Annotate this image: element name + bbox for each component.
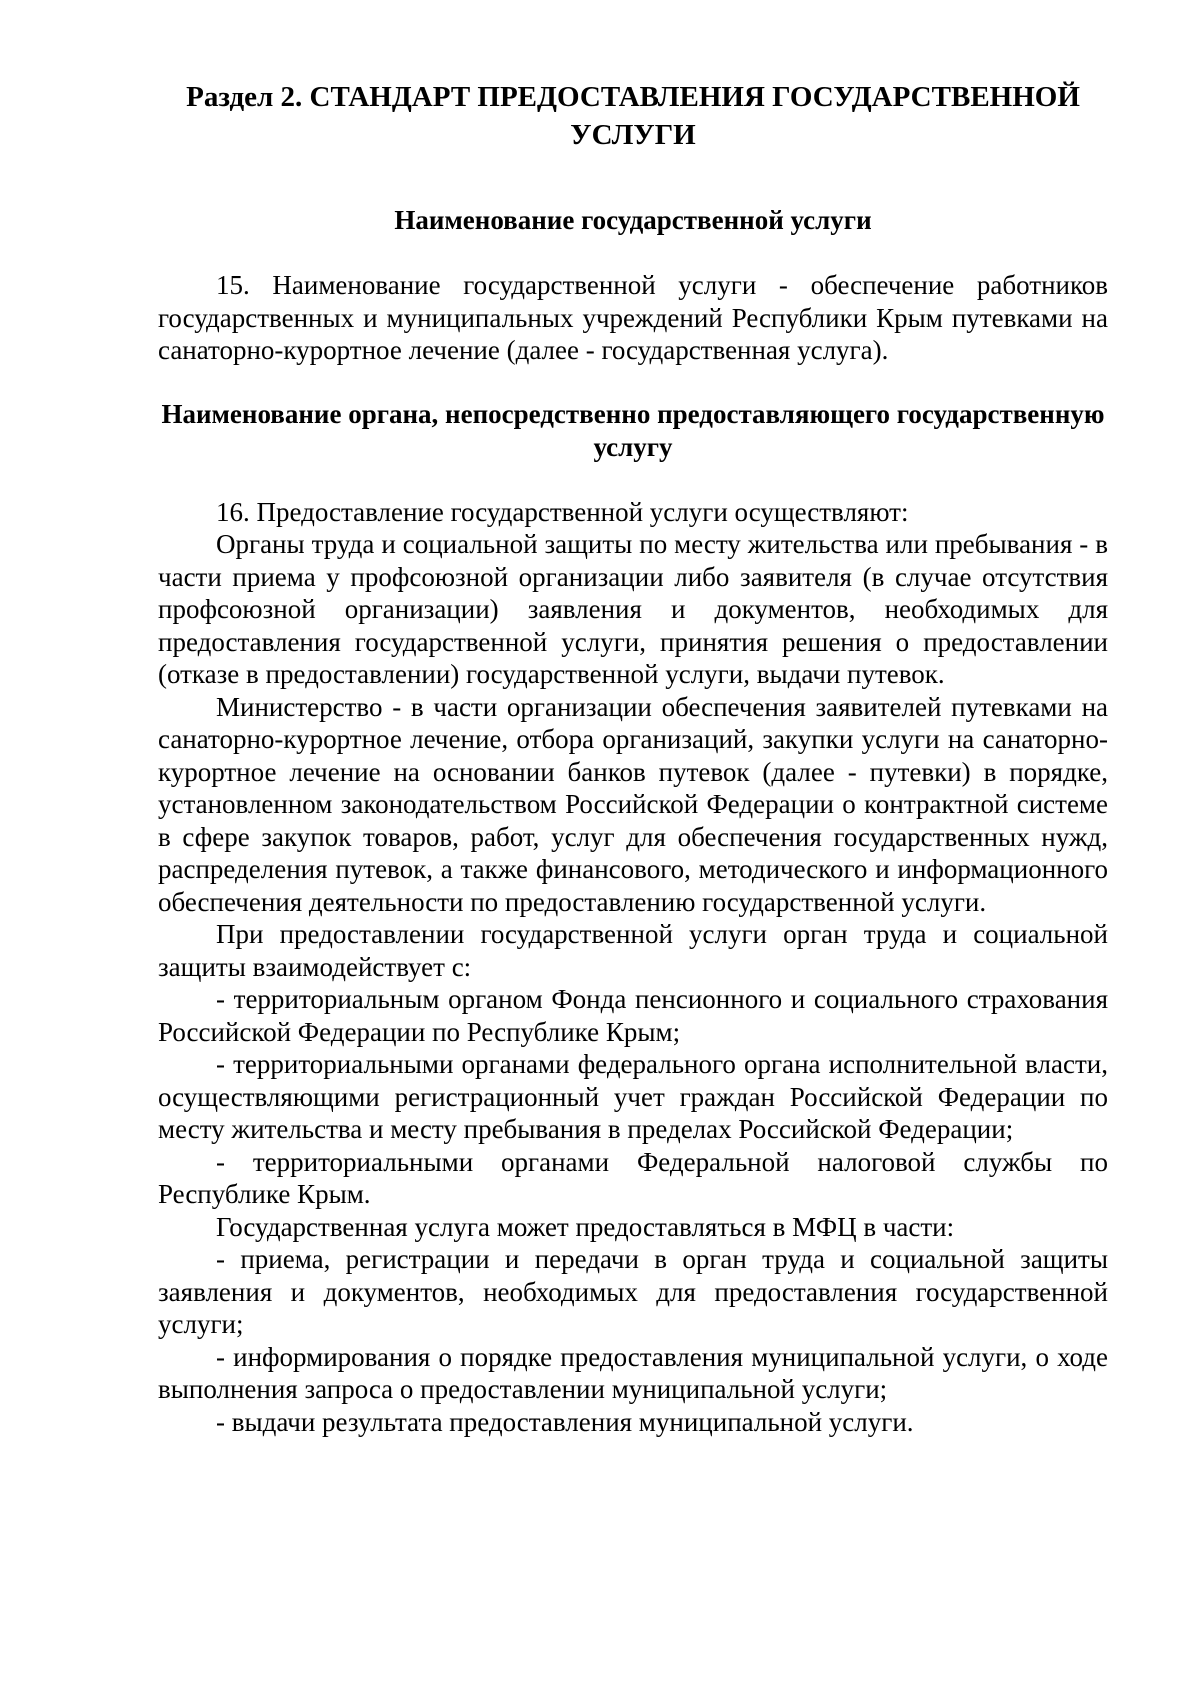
subheading-providing-body: Наименование органа, непосредственно предоставляющего государственную услугу xyxy=(161,398,1105,462)
list-item-issuance: - выдачи результата предоставления муниципальной услуги. xyxy=(216,1406,914,1437)
list-item-tax: - территориальными органами Федеральной налоговой службы по Республике Крым. xyxy=(158,1146,1108,1209)
document-page xyxy=(158,64,1108,1438)
paragraph-ministry: Министерство - в части организации обеспечения заявителей путевками на санаторно-курортное лечение, отбора организаций, закупки услуги на санаторно-курортное лечение на основании банков путевок (далее - путевки) в порядке, установленном законодательством Российской Федерации о контрактной системе в сфере закупок товаров, работ, услуг для обеспечения государственных нужд, распределения путевок, а также финансового, методического и информационного обеспечения деятельности по предоставлению государственной услуги. xyxy=(158,691,1108,917)
list-item-fund: - территориальным органом Фонда пенсионного и социального страхования Российской Федерации по Республике Крым; xyxy=(158,984,1108,1047)
list-item-reception: - приема, регистрации и передачи в орган труда и социальной защиты заявления и документов, необходимых для предоставления государственной услуги; xyxy=(158,1244,1108,1339)
paragraph-interaction: При предоставлении государственной услуги орган труда и социальной защиты взаимодействует с: xyxy=(158,919,1108,982)
paragraph-16: 16. Предоставление государственной услуги осуществляют: xyxy=(216,496,909,527)
list-item-registration: - территориальными органами федерального органа исполнительной власти, осуществляющими регистрационный учет граждан Российской Федерации по месту жительства и месту пребывания в пределах Российской Федерации; xyxy=(158,1049,1108,1144)
paragraph-15: 15. Наименование государственной услуги - обеспечение работников государственных и муниципальных учреждений Республики Крым путевками на санаторно-курортное лечение (далее - государственная услуга). xyxy=(158,270,1108,365)
list-item-informing: - информирования о порядке предоставления муниципальной услуги, о ходе выполнения запроса о предоставлении муниципальной услуги; xyxy=(158,1341,1108,1404)
paragraph-mfc: Государственная услуга может предоставляться в МФЦ в части: xyxy=(216,1211,955,1242)
section-title: Раздел 2. СТАНДАРТ ПРЕДОСТАВЛЕНИЯ ГОСУДАРСТВЕННОЙ УСЛУГИ xyxy=(186,81,1080,151)
paragraph-labor-bodies: Органы труда и социальной защиты по месту жительства или пребывания - в части приема у профсоюзной организации либо заявителя (в случае отсутствия профсоюзной организации) заявления и документов, необходимых для предоставления государственной услуги, принятия решения о предоставлении (отказе в предоставлении) государственной услуги, выдачи путевок. xyxy=(158,529,1108,689)
subheading-service-name: Наименование государственной услуги xyxy=(394,205,872,235)
